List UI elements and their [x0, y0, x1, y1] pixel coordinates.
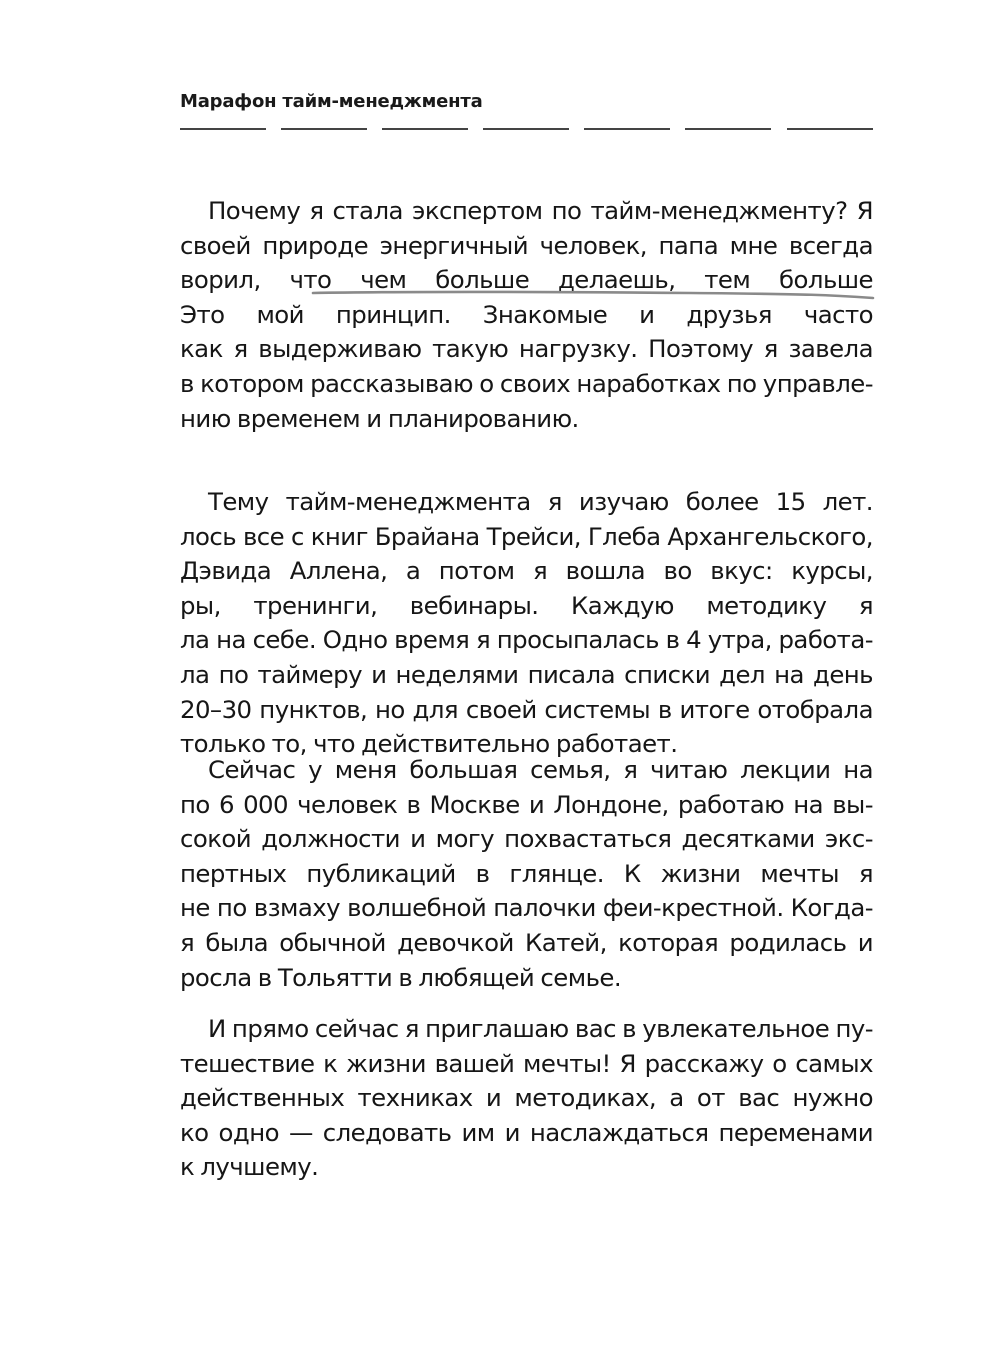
header-rule-segment: [180, 128, 266, 130]
paragraph-line: Дэвида Аллена, а потом я вошла во вкус: курсы,: [180, 556, 873, 586]
paragraph-1: [180, 194, 873, 436]
paragraph-line: Тему тайм-менеджмента я изучаю более 15 лет.: [208, 487, 873, 516]
paragraph-line: ворил, что чем больше делаешь, тем больше: [180, 265, 873, 295]
paragraph-line: к лучшему.: [180, 1152, 319, 1182]
paragraph-4: [180, 1012, 873, 1185]
paragraph-line: я была обычной девочкой Катей, которая родилась и: [180, 927, 873, 957]
paragraph-line: ко одно — следовать им и наслаждаться переменами: [180, 1117, 873, 1147]
header-rule-segment: [382, 128, 468, 130]
paragraph-line: ла на себе. Одно время я просыпалась в 4 утра, работа-: [180, 625, 873, 655]
paragraph-line: как я выдерживаю такую нагрузку. Поэтому я завела: [180, 334, 873, 364]
paragraph-line: сокой должности и могу похвастаться десятками экс-: [180, 824, 873, 854]
header-rule-decoration: [180, 128, 873, 130]
header-rule-segment: [787, 128, 873, 130]
header-rule-segment: [685, 128, 771, 130]
paragraph-line: пертных публикаций в глянце. К жизни мечты я: [180, 858, 873, 888]
hand-drawn-underline: [311, 289, 876, 301]
paragraph-line: ры, тренинги, вебинары. Каждую методику я: [180, 590, 873, 620]
header-rule-segment: [281, 128, 367, 130]
paragraph-line: нию временем и планированию.: [180, 403, 579, 433]
paragraph-line: ла по таймеру и неделями писала списки дел на день: [180, 659, 873, 689]
running-header-title: Марафон тайм-менеджмента: [180, 91, 483, 112]
header-rule-segment: [483, 128, 569, 130]
paragraph-2: [180, 485, 873, 762]
paragraph-line: своей природе энергичный человек, папа мне всегда: [180, 230, 873, 260]
paragraph-line: только то, что действительно работает.: [180, 729, 678, 759]
paragraph-3: [180, 753, 873, 995]
header-rule-segment: [584, 128, 670, 130]
paragraph-line: Сейчас у меня большая семья, я читаю лекции на: [208, 755, 873, 784]
paragraph-line: в котором рассказываю о своих наработках по управле-: [180, 368, 873, 398]
paragraph-line: росла в Тольятти в любящей семье.: [180, 962, 622, 992]
paragraph-line: И прямо сейчас я приглашаю вас в увлекательное пу-: [208, 1014, 873, 1043]
paragraph-line: Это мой принцип. Знакомые и друзья часто: [180, 299, 873, 329]
paragraph-line: лось все с книг Брайана Трейси, Глеба Архангельского,: [180, 521, 873, 551]
paragraph-line: Почему я стала экспертом по тайм-менеджменту? Я: [208, 196, 873, 225]
paragraph-line: по 6 000 человек в Москве и Лондоне, работаю на вы-: [180, 789, 873, 819]
paragraph-line: 20–30 пунктов, но для своей системы в итоге отобрала: [180, 694, 873, 724]
paragraph-line: не по взмаху волшебной палочки феи-крестной. Когда-: [180, 893, 873, 923]
paragraph-line: действенных техниках и методиках, а от вас нужно: [180, 1083, 873, 1113]
paragraph-line: тешествие к жизни вашей мечты! Я расскажу о самых: [180, 1048, 873, 1078]
